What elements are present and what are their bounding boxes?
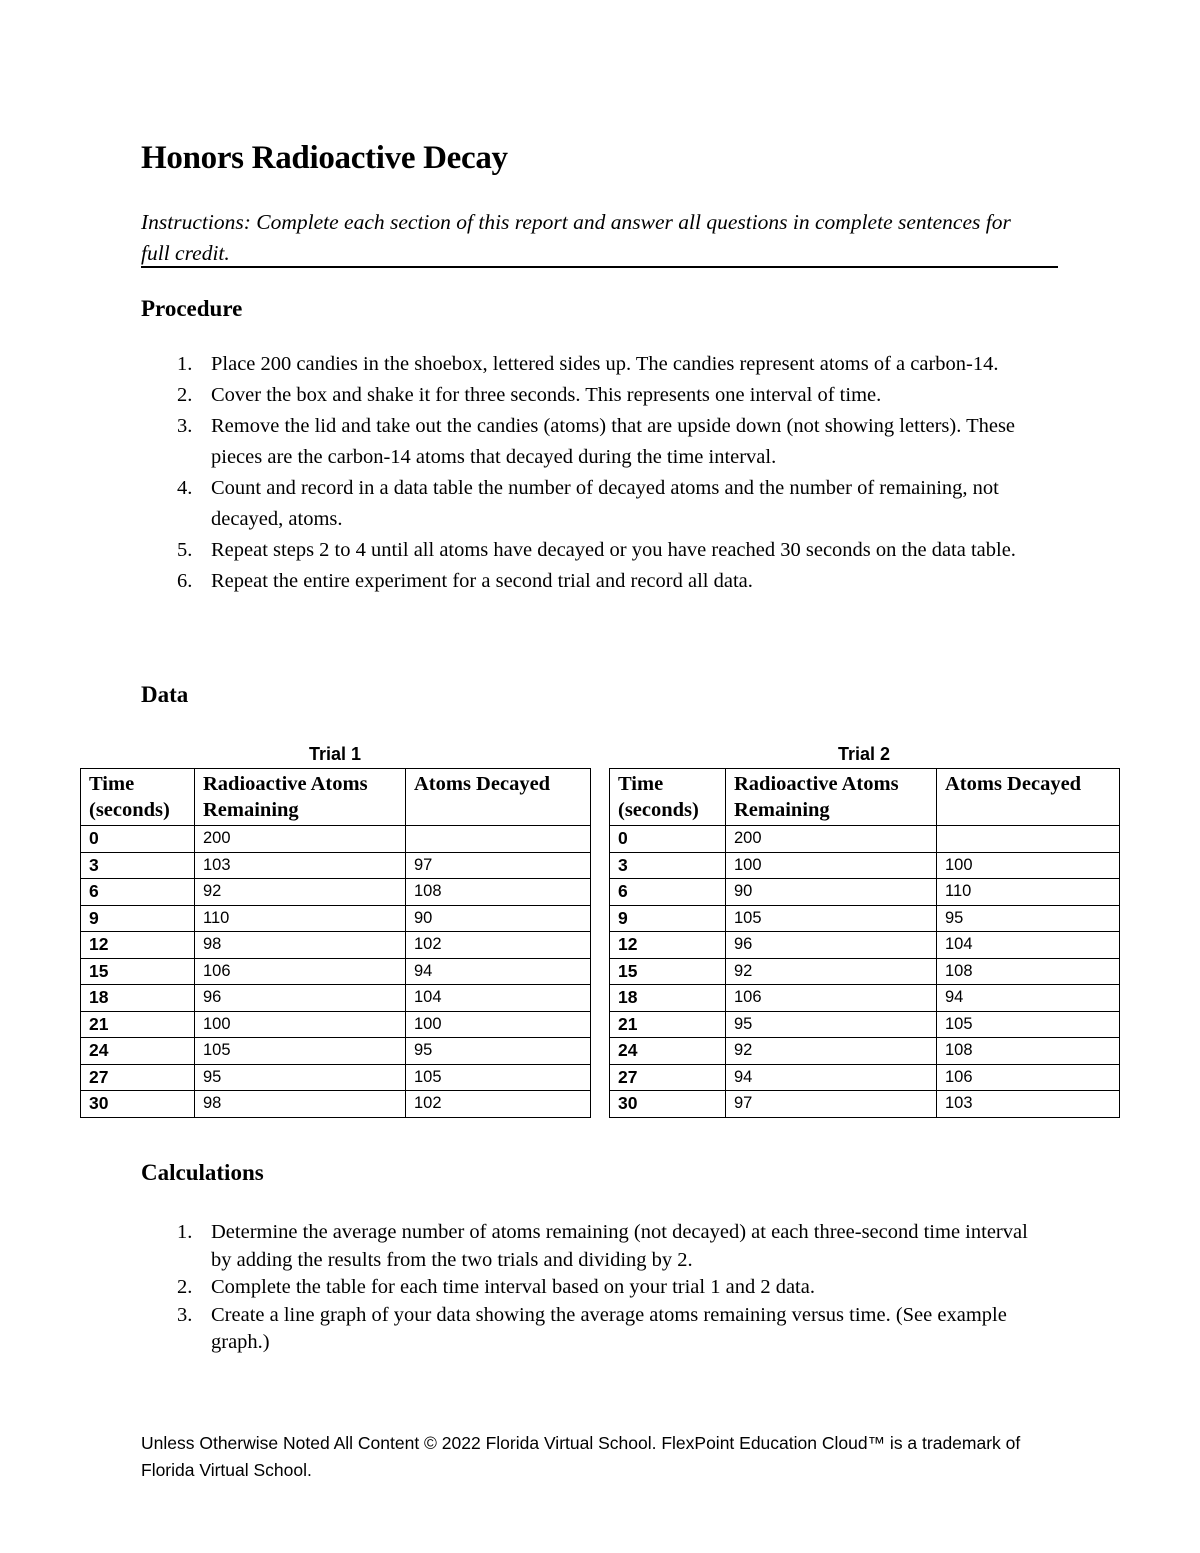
time-cell: 21 xyxy=(610,1011,726,1038)
time-cell: 27 xyxy=(610,1064,726,1091)
trial-2-caption: Trial 2 xyxy=(837,744,891,764)
table-row xyxy=(81,1011,591,1038)
atoms-decayed-cell xyxy=(937,826,1120,853)
atoms-remaining-cell: 105 xyxy=(195,1038,406,1065)
atoms-remaining-cell: 96 xyxy=(195,985,406,1012)
atoms-decayed-cell: 103 xyxy=(937,1091,1120,1118)
time-cell: 12 xyxy=(81,932,195,959)
atoms-remaining-cell: 106 xyxy=(726,985,937,1012)
atoms-decayed-cell: 104 xyxy=(937,932,1120,959)
atoms-decayed-header: Atoms Decayed xyxy=(937,769,1120,826)
time-cell: 3 xyxy=(610,852,726,879)
time-cell: 0 xyxy=(610,826,726,853)
page-title: Honors Radioactive Decay xyxy=(141,140,508,176)
atoms-decayed-cell: 97 xyxy=(406,852,591,879)
calculations-heading: Calculations xyxy=(141,1160,264,1185)
atoms-remaining-cell: 96 xyxy=(726,932,937,959)
atoms-decayed-cell: 108 xyxy=(406,879,591,906)
step-number: 1. xyxy=(177,353,193,375)
time-cell: 6 xyxy=(610,879,726,906)
time-header: Time (seconds) xyxy=(610,769,726,826)
instructions-text: Instructions: Complete each section of this report and answer all questions in complete sentences for full credit. xyxy=(141,210,1011,265)
table-row xyxy=(81,905,591,932)
atoms-decayed-cell: 110 xyxy=(937,879,1120,906)
table-row xyxy=(610,1011,1120,1038)
time-cell: 15 xyxy=(81,958,195,985)
atoms-remaining-cell: 103 xyxy=(195,852,406,879)
time-cell: 27 xyxy=(81,1064,195,1091)
step-number: 2. xyxy=(177,1276,193,1298)
atoms-decayed-cell: 100 xyxy=(406,1011,591,1038)
time-cell: 30 xyxy=(610,1091,726,1118)
atoms-remaining-header: Radioactive Atoms Remaining xyxy=(195,769,406,826)
trial-2-table xyxy=(609,768,1120,1118)
atoms-remaining-cell: 92 xyxy=(726,1038,937,1065)
time-cell: 6 xyxy=(81,879,195,906)
procedure-step xyxy=(141,535,1051,566)
procedure-steps-list xyxy=(141,349,1051,597)
procedure-step xyxy=(141,411,1051,473)
procedure-step xyxy=(141,566,1051,597)
atoms-remaining-header: Radioactive Atoms Remaining xyxy=(726,769,937,826)
table-row xyxy=(81,932,591,959)
table-row xyxy=(610,985,1120,1012)
data-heading: Data xyxy=(141,682,189,707)
copyright-footer: Unless Otherwise Noted All Content © 2022 Florida Virtual School. FlexPoint Education Cloud™ is a trademark of Florida Virtual School. xyxy=(141,1433,1021,1480)
time-cell: 24 xyxy=(610,1038,726,1065)
atoms-decayed-cell: 105 xyxy=(406,1064,591,1091)
atoms-remaining-cell: 90 xyxy=(726,879,937,906)
step-text: Create a line graph of your data showing the average atoms remaining versus time. (See example graph.) xyxy=(211,1303,1007,1353)
atoms-decayed-cell: 104 xyxy=(406,985,591,1012)
procedure-step xyxy=(141,473,1051,535)
table-row xyxy=(610,1091,1120,1118)
time-cell: 18 xyxy=(81,985,195,1012)
table-row xyxy=(81,958,591,985)
step-text: Determine the average number of atoms remaining (not decayed) at each three-second time interval by adding the results from the two trials and dividing by 2. xyxy=(211,1221,1028,1271)
atoms-remaining-cell: 100 xyxy=(726,852,937,879)
table-row xyxy=(610,879,1120,906)
time-cell: 24 xyxy=(81,1038,195,1065)
table-row xyxy=(81,852,591,879)
atoms-remaining-cell: 98 xyxy=(195,932,406,959)
atoms-remaining-cell: 106 xyxy=(195,958,406,985)
atoms-decayed-cell: 102 xyxy=(406,932,591,959)
step-text: Count and record in a data table the number of decayed atoms and the number of remaining, not decayed, atoms. xyxy=(211,477,999,530)
table-row xyxy=(610,905,1120,932)
time-cell: 12 xyxy=(610,932,726,959)
atoms-decayed-cell: 94 xyxy=(937,985,1120,1012)
atoms-decayed-cell: 95 xyxy=(937,905,1120,932)
atoms-decayed-cell: 90 xyxy=(406,905,591,932)
table-row xyxy=(610,932,1120,959)
calculations-steps-list xyxy=(141,1219,1051,1357)
step-number: 4. xyxy=(177,477,193,499)
step-text: Remove the lid and take out the candies (atoms) that are upside down (not showing letters). These pieces are the carbon-14 atoms that decayed during the time interval. xyxy=(211,415,1016,468)
time-header: Time (seconds) xyxy=(81,769,195,826)
table-row xyxy=(610,1064,1120,1091)
atoms-remaining-cell: 200 xyxy=(195,826,406,853)
time-cell: 21 xyxy=(81,1011,195,1038)
atoms-remaining-cell: 100 xyxy=(195,1011,406,1038)
table-header-row xyxy=(610,769,1120,826)
step-number: 2. xyxy=(177,384,193,406)
trial-1-table xyxy=(80,768,591,1118)
calculation-step xyxy=(141,1274,1051,1302)
atoms-decayed-cell: 108 xyxy=(937,1038,1120,1065)
step-number: 3. xyxy=(177,415,193,437)
atoms-decayed-header: Atoms Decayed xyxy=(406,769,591,826)
atoms-decayed-cell: 94 xyxy=(406,958,591,985)
step-number: 6. xyxy=(177,570,193,592)
time-cell: 0 xyxy=(81,826,195,853)
step-number: 1. xyxy=(177,1221,193,1243)
step-number: 3. xyxy=(177,1303,193,1326)
table-header-row xyxy=(81,769,591,826)
table-row xyxy=(610,958,1120,985)
calculation-step xyxy=(141,1302,1051,1357)
step-text: Place 200 candies in the shoebox, lettered sides up. The candies represent atoms of a carbon-14. xyxy=(211,353,999,375)
title-divider xyxy=(141,266,1058,268)
atoms-decayed-cell: 108 xyxy=(937,958,1120,985)
atoms-decayed-cell: 100 xyxy=(937,852,1120,879)
atoms-remaining-cell: 95 xyxy=(195,1064,406,1091)
table-row xyxy=(81,1064,591,1091)
atoms-remaining-cell: 92 xyxy=(195,879,406,906)
table-row xyxy=(81,826,591,853)
procedure-step xyxy=(141,380,1051,411)
atoms-decayed-cell xyxy=(406,826,591,853)
atoms-remaining-cell: 97 xyxy=(726,1091,937,1118)
table-row xyxy=(610,826,1120,853)
atoms-decayed-cell: 106 xyxy=(937,1064,1120,1091)
step-text: Cover the box and shake it for three seconds. This represents one interval of time. xyxy=(211,384,882,406)
trial-1-caption: Trial 1 xyxy=(308,744,362,764)
step-text: Repeat the entire experiment for a second trial and record all data. xyxy=(211,570,753,592)
time-cell: 18 xyxy=(610,985,726,1012)
step-number: 5. xyxy=(177,539,193,561)
atoms-decayed-cell: 102 xyxy=(406,1091,591,1118)
calculation-step xyxy=(141,1219,1051,1274)
table-row xyxy=(81,1038,591,1065)
atoms-remaining-cell: 92 xyxy=(726,958,937,985)
atoms-remaining-cell: 105 xyxy=(726,905,937,932)
time-cell: 9 xyxy=(81,905,195,932)
atoms-decayed-cell: 95 xyxy=(406,1038,591,1065)
time-cell: 15 xyxy=(610,958,726,985)
table-row xyxy=(610,1038,1120,1065)
atoms-decayed-cell: 105 xyxy=(937,1011,1120,1038)
time-cell: 3 xyxy=(81,852,195,879)
atoms-remaining-cell: 110 xyxy=(195,905,406,932)
procedure-step xyxy=(141,349,1051,380)
atoms-remaining-cell: 94 xyxy=(726,1064,937,1091)
atoms-remaining-cell: 200 xyxy=(726,826,937,853)
table-row xyxy=(81,1091,591,1118)
time-cell: 30 xyxy=(81,1091,195,1118)
atoms-remaining-cell: 95 xyxy=(726,1011,937,1038)
procedure-heading: Procedure xyxy=(141,296,243,321)
table-row xyxy=(81,985,591,1012)
step-text: Complete the table for each time interval based on your trial 1 and 2 data. xyxy=(211,1276,815,1298)
atoms-remaining-cell: 98 xyxy=(195,1091,406,1118)
time-cell: 9 xyxy=(610,905,726,932)
step-text: Repeat steps 2 to 4 until all atoms have decayed or you have reached 30 seconds on the data table. xyxy=(211,539,1016,561)
table-row xyxy=(610,852,1120,879)
table-row xyxy=(81,879,591,906)
